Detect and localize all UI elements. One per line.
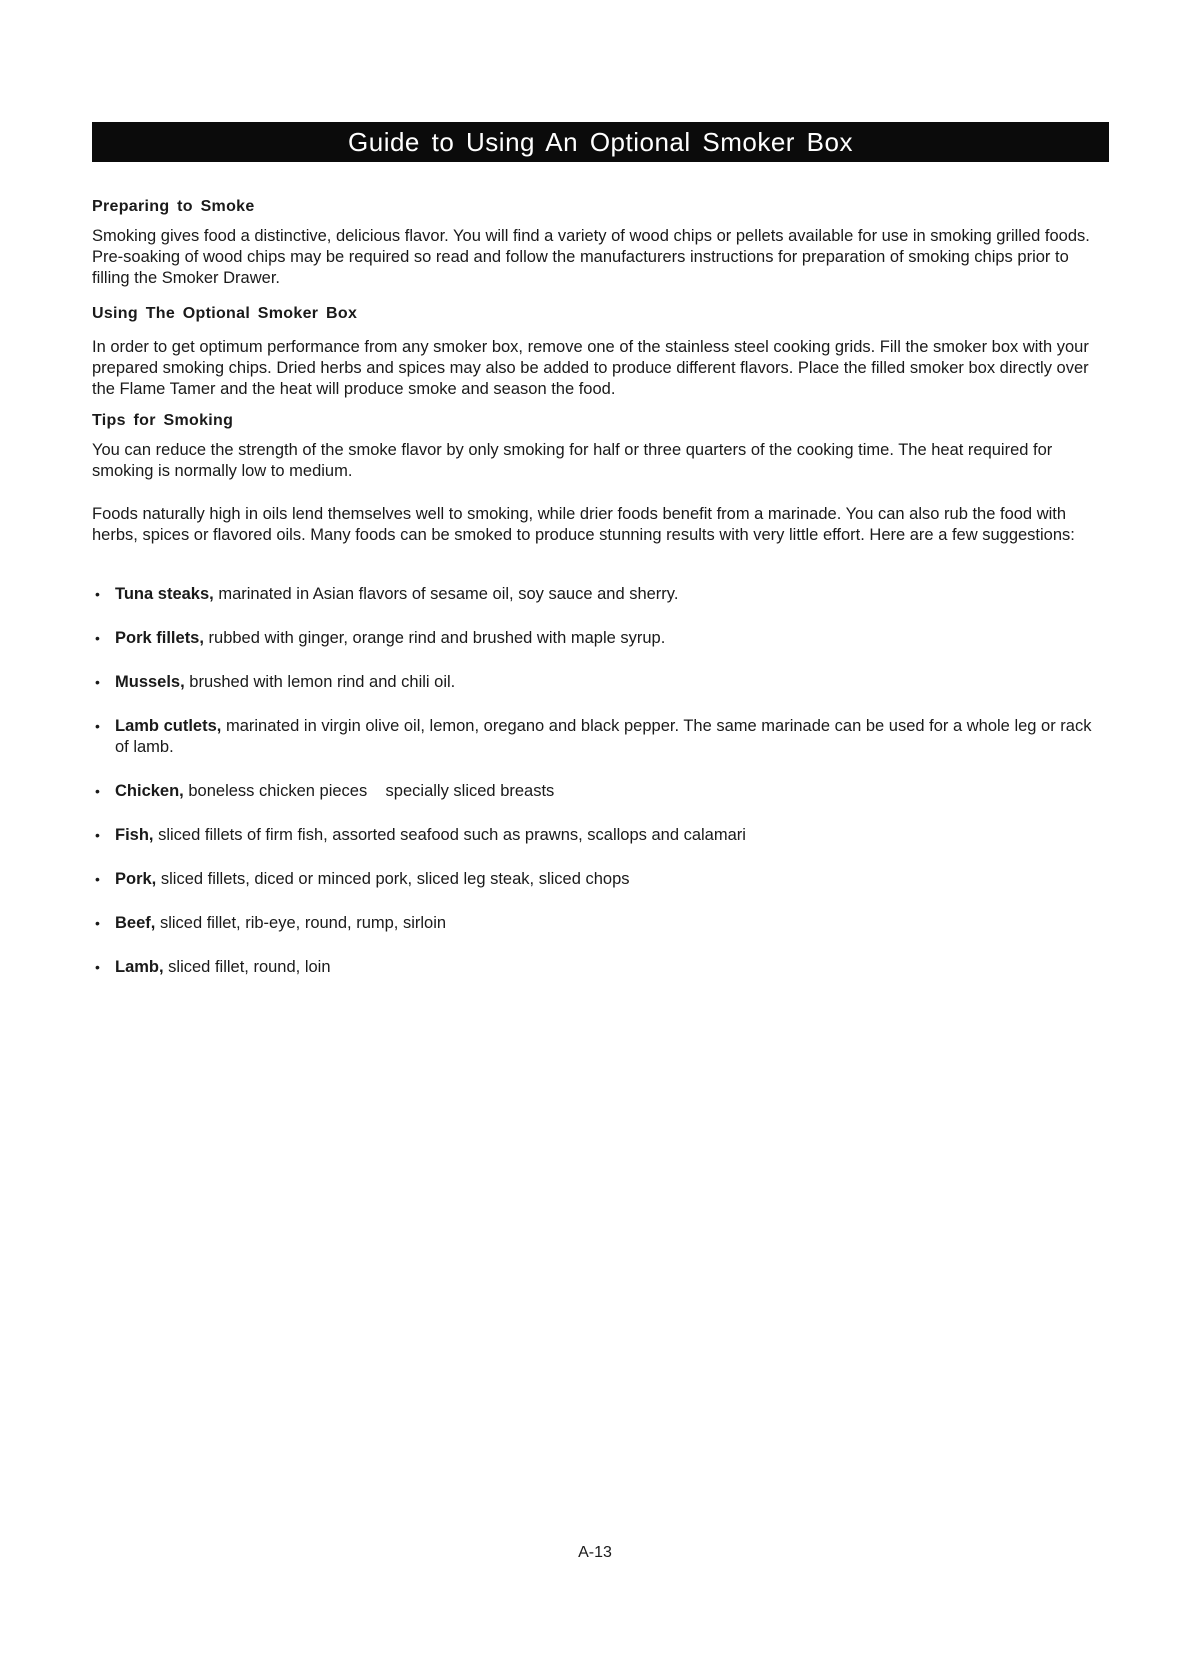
bullet-icon: • (95, 630, 100, 646)
section-heading-using: Using The Optional Smoker Box (92, 305, 358, 322)
list-item (92, 957, 1108, 978)
bullet-icon: • (95, 959, 100, 975)
list-item (92, 584, 1108, 605)
item-text: brushed with lemon rind and chili oil. (184, 673, 456, 691)
page-title: Guide to Using An Optional Smoker Box (348, 126, 853, 157)
bullet-icon: • (95, 718, 100, 734)
list-item (92, 781, 1108, 802)
suggestions-list (92, 584, 1108, 978)
paragraph-using: In order to get optimum performance from any smoker box, remove one of the stainless steel cooking grids. Fill the smoker box with your prepared smoking chips. Dried herbs and spices may also be added to produce different flavors. Place the filled smoker box directly over the Flame Tamer and the heat will produce smoke and season the food. (92, 338, 1089, 398)
document-body (92, 198, 1108, 1001)
item-term: Lamb cutlets, (115, 717, 222, 735)
bullet-icon: • (95, 783, 100, 799)
item-text: marinated in virgin olive oil, lemon, oregano and black pepper. The same marinade can be used for a whole leg or rack of lamb. (115, 717, 1092, 756)
item-term: Beef, (115, 914, 156, 932)
item-term: Mussels, (115, 673, 185, 691)
item-term: Fish, (115, 826, 154, 844)
bullet-icon: • (95, 827, 100, 843)
bullet-icon: • (95, 586, 100, 602)
list-item (92, 825, 1108, 846)
bullet-icon: • (95, 674, 100, 690)
paragraph-tips-strength: You can reduce the strength of the smoke flavor by only smoking for half or three quarters of the cooking time. The heat required for smoking is normally low to medium. (92, 441, 1053, 480)
item-text: boneless chicken pieces specially sliced breasts (183, 782, 555, 800)
list-item (92, 716, 1108, 758)
item-term: Tuna steaks, (115, 585, 214, 603)
list-item (92, 913, 1108, 934)
item-text: sliced fillets of firm fish, assorted seafood such as prawns, scallops and calamari (153, 826, 746, 844)
section-heading-tips: Tips for Smoking (92, 412, 234, 429)
item-text: rubbed with ginger, orange rind and brushed with maple syrup. (203, 629, 666, 647)
bullet-icon: • (95, 871, 100, 887)
page-number: A-13 (578, 1544, 612, 1561)
paragraph-tips-foods: Foods naturally high in oils lend themselves well to smoking, while drier foods benefit from a marinade. You can also rub the food with herbs, spices or flavored oils. Many foods can be smoked to produce stunning results with very little effort. Here are a few suggestions: (92, 505, 1075, 544)
list-item (92, 869, 1108, 890)
section-heading-preparing: Preparing to Smoke (92, 198, 255, 215)
item-text: sliced fillets, diced or minced pork, sliced leg steak, sliced chops (156, 870, 630, 888)
item-text: sliced fillet, round, loin (163, 958, 331, 976)
item-term: Lamb, (115, 958, 164, 976)
item-term: Pork, (115, 870, 157, 888)
item-term: Chicken, (115, 782, 184, 800)
paragraph-preparing: Smoking gives food a distinctive, delicious flavor. You will find a variety of wood chips or pellets available for use in smoking grilled foods. Pre-soaking of wood chips may be required so read and follow the manufacturers instructions for preparation of smoking chips prior to filling the Smoker Drawer. (92, 227, 1090, 287)
item-text: sliced fillet, rib-eye, round, rump, sirloin (155, 914, 447, 932)
item-text: marinated in Asian flavors of sesame oil, soy sauce and sherry. (213, 585, 679, 603)
bullet-icon: • (95, 915, 100, 931)
list-item (92, 628, 1108, 649)
item-term: Pork fillets, (115, 629, 204, 647)
page-title-banner (92, 122, 1109, 162)
list-item (92, 672, 1108, 693)
